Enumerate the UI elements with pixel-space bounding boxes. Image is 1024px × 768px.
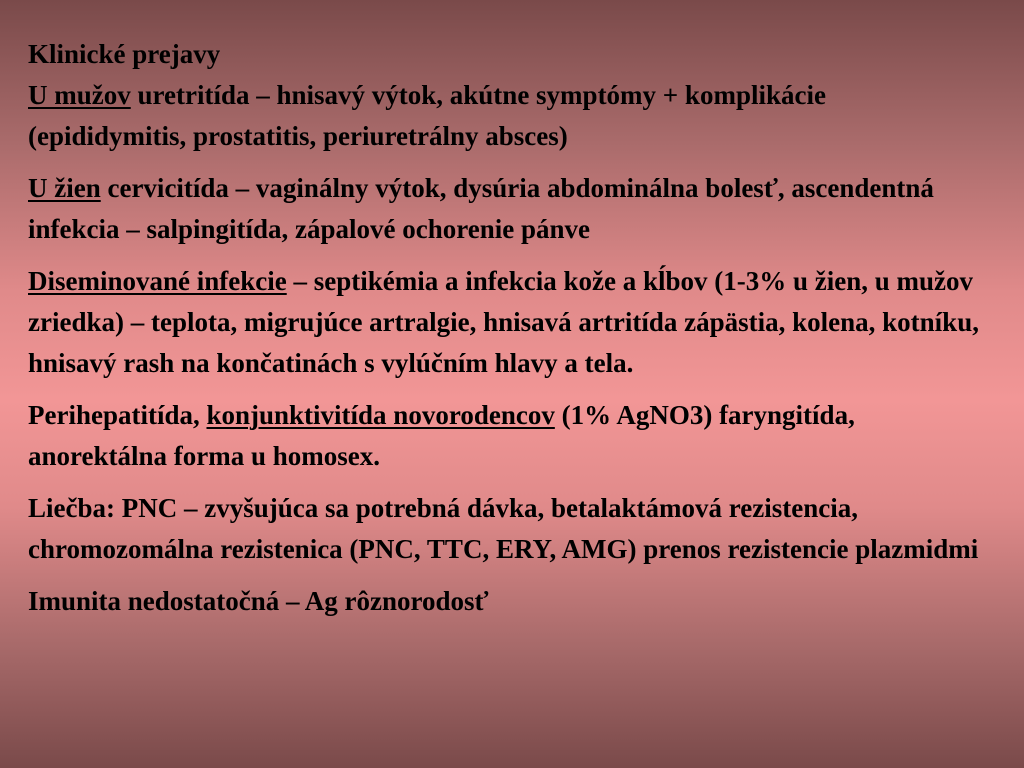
women-paragraph (28, 168, 988, 250)
heading-paragraph (28, 34, 988, 75)
disseminated-label: Diseminované infekcie (28, 266, 287, 296)
men-label: U mužov (28, 80, 131, 110)
disseminated-text: – septikémia a infekcia kože a kĺbov (1-3% u žien, u mužov zriedka) – teplota, migrujúce artralgie, hnisavá artritída zápästia, kolena, kotníku, hnisavý rash na končatinách s vylúčním hlavy a tela. (28, 266, 979, 378)
perihepatitis-paragraph (28, 395, 988, 477)
conjunctivitis-label: konjunktivitída novorodencov (206, 400, 555, 430)
women-text: cervicitída – vaginálny výtok, dysúria abdominálna bolesť, ascendentná infekcia – salpingitída, zápalové ochorenie pánve (28, 173, 934, 244)
men-text: uretritída – hnisavý výtok, akútne symptómy + komplikácie (epididymitis, prostatitis, periuretrálny absces) (28, 80, 826, 151)
slide-content (28, 34, 988, 633)
perihepatitis-after: (1% AgNO3) faryngitída, anorektálna forma u homosex. (28, 400, 855, 471)
treatment-text: Liečba: PNC – zvyšujúca sa potrebná dávka, betalaktámová rezistencia, chromozomálna rezistenica (PNC, TTC, ERY, AMG) prenos rezistencie plazmidmi (28, 493, 979, 564)
perihepatitis-before: Perihepatitída, (28, 400, 207, 430)
women-label: U žien (28, 173, 101, 203)
treatment-paragraph (28, 488, 988, 570)
immunity-paragraph (28, 581, 988, 622)
slide-heading: Klinické prejavy (28, 39, 221, 69)
men-paragraph (28, 75, 988, 157)
immunity-text: Imunita nedostatočná – Ag rôznorodosť (28, 586, 489, 616)
disseminated-paragraph (28, 261, 988, 384)
